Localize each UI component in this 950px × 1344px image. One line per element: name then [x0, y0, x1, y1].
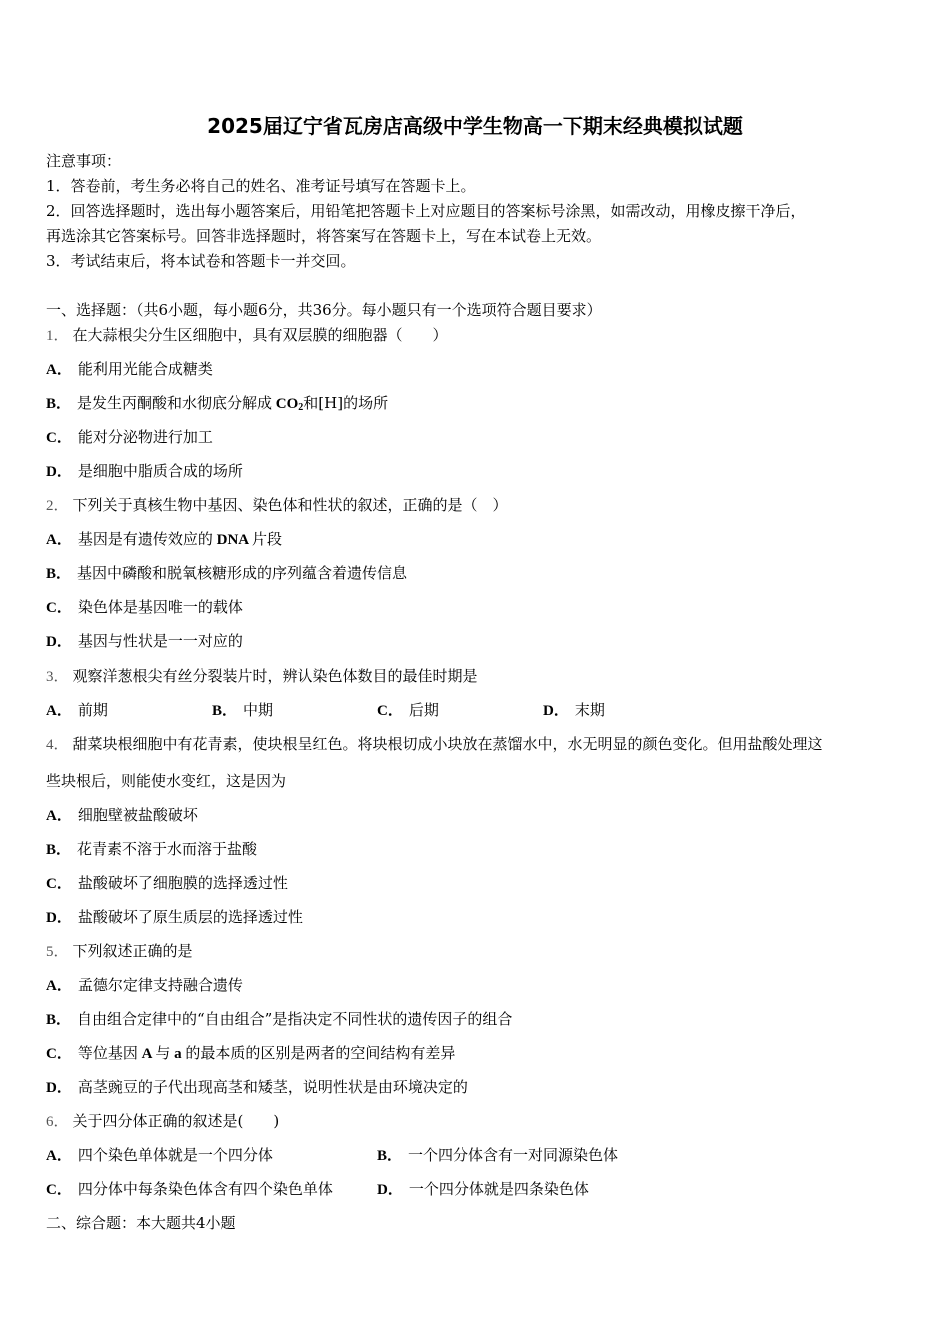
notice-item: 3．考试结束后，将本试卷和答题卡一并交回。: [46, 252, 356, 270]
option-letter: D．: [46, 634, 72, 650]
question-number: 5．: [46, 944, 69, 960]
question-stem: [46, 325, 448, 346]
question-text: 甜菜块根细胞中有花青素，使块根呈红色。将块根切成小块放在蒸馏水中，水无明显的颜色变化。但用盐酸处理这: [72, 735, 823, 753]
option-letter: C．: [377, 703, 403, 719]
option-d: [543, 700, 605, 721]
option-b: [377, 1145, 618, 1166]
option-letter: C．: [46, 430, 72, 446]
option-text: 细胞壁被盐酸破坏: [77, 806, 198, 824]
option-b: [46, 839, 257, 860]
option-text: 四个染色单体就是一个四分体: [77, 1146, 273, 1164]
option-text: 孟德尔定律支持融合遗传: [77, 976, 243, 994]
question-stem: [46, 666, 478, 687]
option-text: 是发生丙酮酸和水彻底分解成: [77, 394, 273, 412]
option-text: 四分体中每条染色体含有四个染色单体: [77, 1180, 333, 1198]
option-text: 染色体是基因唯一的载体: [77, 598, 243, 616]
option-d: [46, 1077, 468, 1098]
question-number: 6．: [46, 1114, 69, 1130]
option-a: [46, 700, 108, 721]
option-text: 盐酸破坏了细胞膜的选择透过性: [77, 874, 288, 892]
option-a: [46, 359, 213, 380]
option-letter: A．: [46, 808, 72, 824]
option-c: [46, 427, 213, 448]
question-text: 关于四分体正确的叙述是( ): [72, 1112, 280, 1130]
notice-item: 2．回答选择题时，选出每小题答案后，用铅笔把答题卡上对应题目的答案标号涂黑，如需改动，用橡皮擦干净后，: [46, 202, 806, 220]
option-text: 和[H]的场所: [303, 394, 389, 412]
option-b: [46, 393, 388, 414]
option-letter: D．: [46, 910, 72, 926]
option-a: [46, 529, 282, 550]
question-stem-continued: 些块根后，则能使水变红，这是因为: [46, 772, 287, 790]
option-text: 盐酸破坏了原生质层的选择透过性: [77, 908, 303, 926]
option-letter: B．: [377, 1148, 403, 1164]
question-stem: [46, 734, 823, 755]
option-text: 花青素不溶于水而溶于盐酸: [77, 840, 258, 858]
option-letter: B．: [46, 566, 72, 582]
allele-symbol: A: [141, 1046, 152, 1062]
latin-term: DNA: [216, 532, 249, 548]
option-text: 前期: [77, 701, 108, 719]
option-text: 末期: [574, 701, 605, 719]
option-letter: B．: [46, 1012, 72, 1028]
option-a: [46, 805, 198, 826]
option-b: [46, 1009, 512, 1030]
option-letter: C．: [46, 1046, 72, 1062]
option-letter: B．: [46, 842, 72, 858]
option-text: 片段: [252, 530, 283, 548]
option-text: 等位基因: [77, 1044, 138, 1062]
question-text: 观察洋葱根尖有丝分裂装片时，辨认染色体数目的最佳时期是: [72, 667, 478, 685]
option-letter: A．: [46, 703, 72, 719]
option-b: [212, 700, 273, 721]
question-stem: [46, 941, 193, 962]
option-text: 自由组合定律中的“自由组合”是指决定不同性状的遗传因子的组合: [77, 1010, 513, 1028]
option-letter: B．: [46, 396, 72, 412]
option-a: [46, 1145, 273, 1166]
question-stem: [46, 495, 508, 516]
option-letter: C．: [46, 600, 72, 616]
option-c: [46, 597, 243, 618]
option-text: 能利用光能合成糖类: [77, 360, 213, 378]
chemical-formula: $CO_2$: [275, 396, 304, 413]
option-letter: C．: [46, 1182, 72, 1198]
option-letter: D．: [46, 1080, 72, 1096]
option-text: 一个四分体含有一对同源染色体: [408, 1146, 619, 1164]
option-text: 基因中磷酸和脱氧核糖形成的序列蕴含着遗传信息: [77, 564, 408, 582]
question-stem: [46, 1111, 279, 1132]
option-c: [46, 1043, 455, 1064]
option-d: [46, 461, 243, 482]
option-c: [46, 1179, 333, 1200]
option-text: 基因与性状是一一对应的: [77, 632, 243, 650]
notice-heading: 注意事项：: [46, 152, 122, 170]
section-heading-choice: 一、选择题：（共6小题，每小题6分，共36分。每小题只有一个选项符合题目要求）: [46, 301, 602, 319]
option-letter: B．: [212, 703, 238, 719]
question-text: 下列关于真核生物中基因、染色体和性状的叙述，正确的是（ ）: [72, 496, 508, 514]
option-text: 基因是有遗传效应的: [77, 530, 213, 548]
option-text: 中期: [243, 701, 274, 719]
section-heading-comprehensive: 二、综合题：本大题共4小题: [46, 1214, 236, 1232]
option-c: [46, 873, 288, 894]
option-text: 能对分泌物进行加工: [77, 428, 213, 446]
option-letter: C．: [46, 876, 72, 892]
option-text: 与: [155, 1044, 171, 1062]
allele-symbol: a: [174, 1046, 182, 1062]
question-number: 2．: [46, 498, 69, 514]
option-text: 高茎豌豆的子代出现高茎和矮茎，说明性状是由环境决定的: [77, 1078, 468, 1096]
option-letter: A．: [46, 362, 72, 378]
option-a: [46, 975, 243, 996]
option-letter: A．: [46, 978, 72, 994]
notice-item: 再选涂其它答案标号。回答非选择题时，将答案写在答题卡上，写在本试卷上无效。: [46, 227, 602, 245]
option-d: [46, 631, 243, 652]
question-number: 1．: [46, 328, 69, 344]
option-b: [46, 563, 407, 584]
notice-item: 1．答卷前，考生务必将自己的姓名、准考证号填写在答题卡上。: [46, 177, 476, 195]
option-letter: D．: [46, 464, 72, 480]
document-title: 2025届辽宁省瓦房店高级中学生物高一下期末经典模拟试题: [207, 114, 743, 138]
option-text: 的最本质的区别是两者的空间结构有差异: [185, 1044, 456, 1062]
option-letter: A．: [46, 1148, 72, 1164]
option-letter: A．: [46, 532, 72, 548]
question-number: 4．: [46, 737, 69, 753]
question-text: 下列叙述正确的是: [72, 942, 193, 960]
question-text: 在大蒜根尖分生区细胞中，具有双层膜的细胞器（ ）: [72, 326, 448, 344]
question-number: 3．: [46, 669, 69, 685]
option-text: 后期: [408, 701, 439, 719]
option-c: [377, 700, 439, 721]
option-text: 是细胞中脂质合成的场所: [77, 462, 243, 480]
option-letter: D．: [543, 703, 569, 719]
option-d: [46, 907, 303, 928]
option-letter: D．: [377, 1182, 403, 1198]
option-d: [377, 1179, 589, 1200]
option-text: 一个四分体就是四条染色体: [408, 1180, 589, 1198]
